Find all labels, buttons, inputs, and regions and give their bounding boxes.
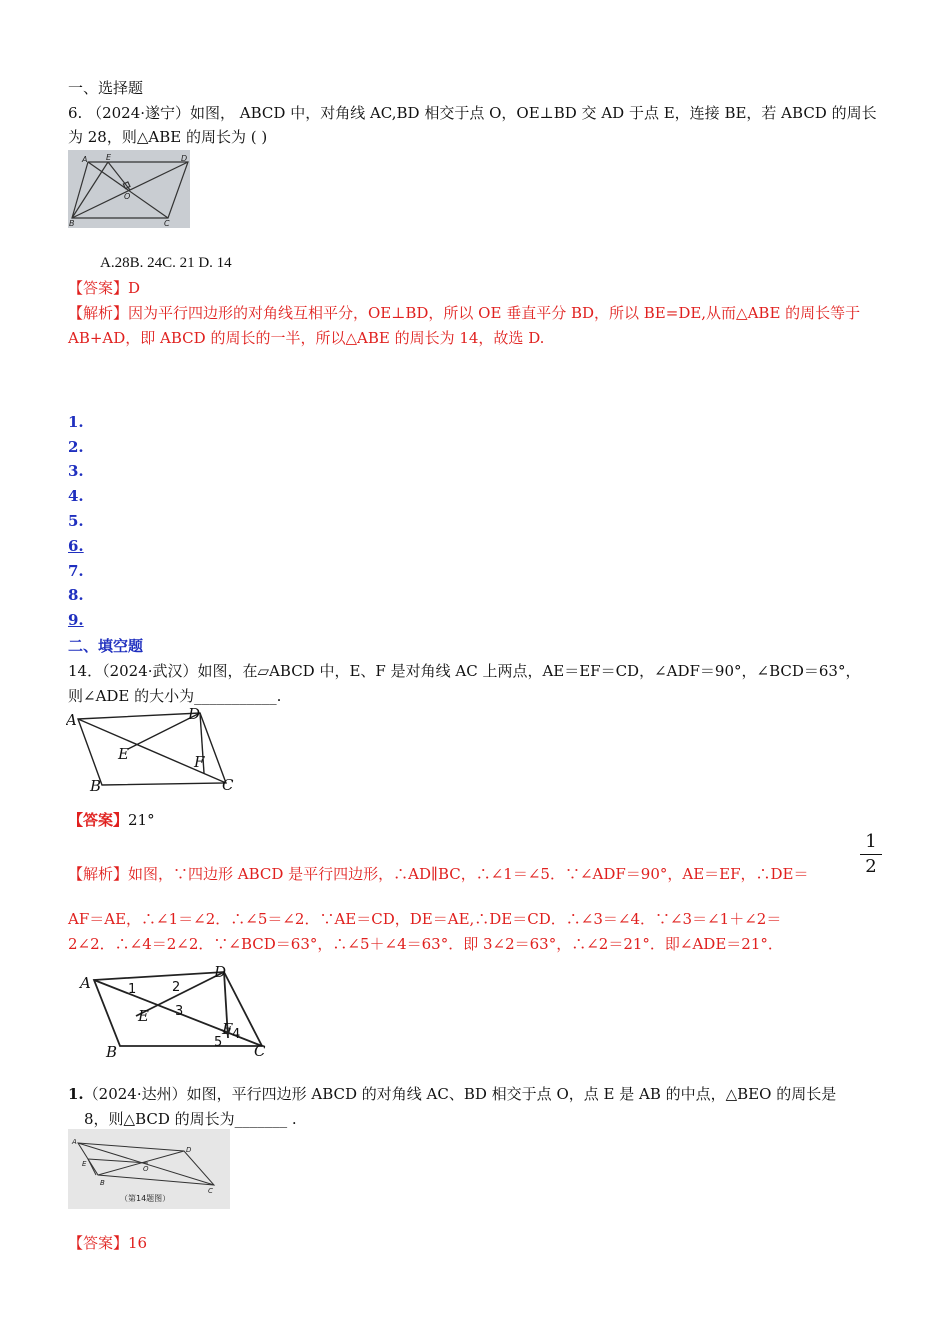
list-item: 2.: [68, 438, 84, 456]
q1-figure: [68, 1129, 230, 1209]
list-item: 9.: [68, 611, 84, 629]
q6-stem-line2: 为 28，则△ABE 的周长为 ( ): [68, 128, 268, 146]
q14-answer-label: 【答案】: [68, 811, 129, 829]
q1-stem-line2: 8，则△BCD 的周长为_______ .: [84, 1110, 297, 1128]
q14-label-a: A: [66, 711, 77, 729]
q14-analysis-line3: 2∠2．∴∠4＝2∠2．∵∠BCD＝63°，∴∠5＋∠4＝63°．即 3∠2＝63°，∴∠2＝21°．即∠ADE＝21°．: [68, 935, 783, 953]
q14-analysis-line2: AF＝AE，∴∠1＝∠2．∴∠5＝∠2．∵AE＝CD，DE＝AE,∴DE＝CD．∴∠3＝∠4．∵∠3＝∠1＋∠2＝: [68, 910, 782, 928]
q14s-angle-5: 5: [214, 1035, 223, 1050]
q14-figure: [66, 703, 238, 795]
q1-label-a: A: [72, 1138, 77, 1146]
q6-label-o: O: [124, 192, 131, 201]
q1-label-d: D: [186, 1146, 192, 1154]
q1-answer: 【答案】16: [68, 1234, 148, 1252]
q14s-label-a: A: [80, 974, 91, 992]
q14-label-d: D: [188, 705, 201, 723]
list-item: 3.: [68, 462, 84, 480]
q14s-angle-4: 4: [232, 1027, 241, 1042]
q1-stem-line1: [68, 1084, 836, 1104]
q14s-label-e: E: [138, 1007, 149, 1025]
list-item: 6.: [68, 537, 84, 555]
q14-solution-figure: [78, 960, 274, 1060]
q14-answer: [68, 810, 155, 830]
list-item: 7.: [68, 562, 84, 580]
q6-figure: [68, 150, 190, 228]
q6-stem-line1: 6. （2024·遂宁）如图， ABCD 中，对角线 AC,BD 相交于点 O，OE⊥BD 交 AD 于点 E，连接 BE，若 ABCD 的周长: [68, 104, 877, 122]
q6-options: A.28B. 24C. 21 D. 14: [100, 255, 232, 271]
fraction-numerator: 1: [865, 831, 877, 852]
q14-stem-line2: 则∠ADE 的大小为___________.: [68, 687, 282, 705]
q14-answer-value: 21°: [128, 811, 155, 829]
list-item: 8.: [68, 586, 84, 604]
list-item: 5.: [68, 512, 84, 530]
q14s-label-b: B: [106, 1043, 118, 1060]
q14s-label-f: F: [222, 1020, 233, 1038]
q14-label-f: F: [194, 753, 205, 771]
q6-label-e: E: [106, 153, 112, 162]
fraction-denominator: 2: [865, 856, 877, 877]
q14s-angle-1: 1: [128, 982, 137, 997]
section-title-choice: 一、选择题: [68, 79, 144, 97]
list-item: 4.: [68, 487, 84, 505]
section-title-fill: 二、填空题: [68, 637, 144, 655]
q14s-angle-2: 2: [172, 980, 181, 995]
fraction-one-half: [860, 832, 882, 877]
q1-stem-text: （2024·达州）如图，平行四边形 ABCD 的对角线 AC、BD 相交于点 O，点 E 是 AB 的中点，△BEO 的周长是: [83, 1085, 837, 1103]
q14-label-e: E: [118, 745, 129, 763]
q6-label-d: D: [181, 154, 188, 163]
q1-label-b: B: [100, 1179, 105, 1187]
q14-label-b: B: [90, 777, 102, 795]
q6-analysis-line1: 【解析】因为平行四边形的对角线互相平分，OE⊥BD，所以 OE 垂直平分 BD，所以 BE=DE,从而△ABE 的周长等于: [68, 304, 861, 322]
list-item: 1.: [68, 413, 84, 431]
q1-label-o: O: [143, 1165, 149, 1173]
q6-label-b: B: [69, 219, 75, 228]
q1-label-c: C: [208, 1187, 213, 1195]
q1-number: 1.: [68, 1085, 84, 1103]
q6-analysis-line2: AB+AD，即 ABCD 的周长的一半，所以△ABE 的周长为 14，故选 D.: [68, 329, 545, 347]
q14s-angle-3: 3: [175, 1004, 184, 1019]
q6-label-c: C: [164, 219, 170, 228]
q14-label-c: C: [222, 776, 234, 794]
q14s-label-c: C: [254, 1042, 266, 1060]
q14-analysis-line1: 【解析】如图，∵四边形 ABCD 是平行四边形，∴AD∥BC，∴∠1＝∠5．∵∠ADF＝90°，AE＝EF，∴DE＝: [68, 865, 809, 883]
q1-label-e: E: [82, 1160, 87, 1168]
q1-figure-caption: （第14题图）: [120, 1194, 171, 1203]
q6-label-a: A: [82, 155, 88, 164]
q6-answer: 【答案】D: [68, 279, 141, 297]
q14-stem-line1: 14．（2024·武汉）如图，在▱ABCD 中，E、F 是对角线 AC 上两点，AE＝EF＝CD，∠ADF＝90°，∠BCD＝63°，: [68, 662, 861, 680]
q14s-label-d: D: [214, 963, 227, 981]
